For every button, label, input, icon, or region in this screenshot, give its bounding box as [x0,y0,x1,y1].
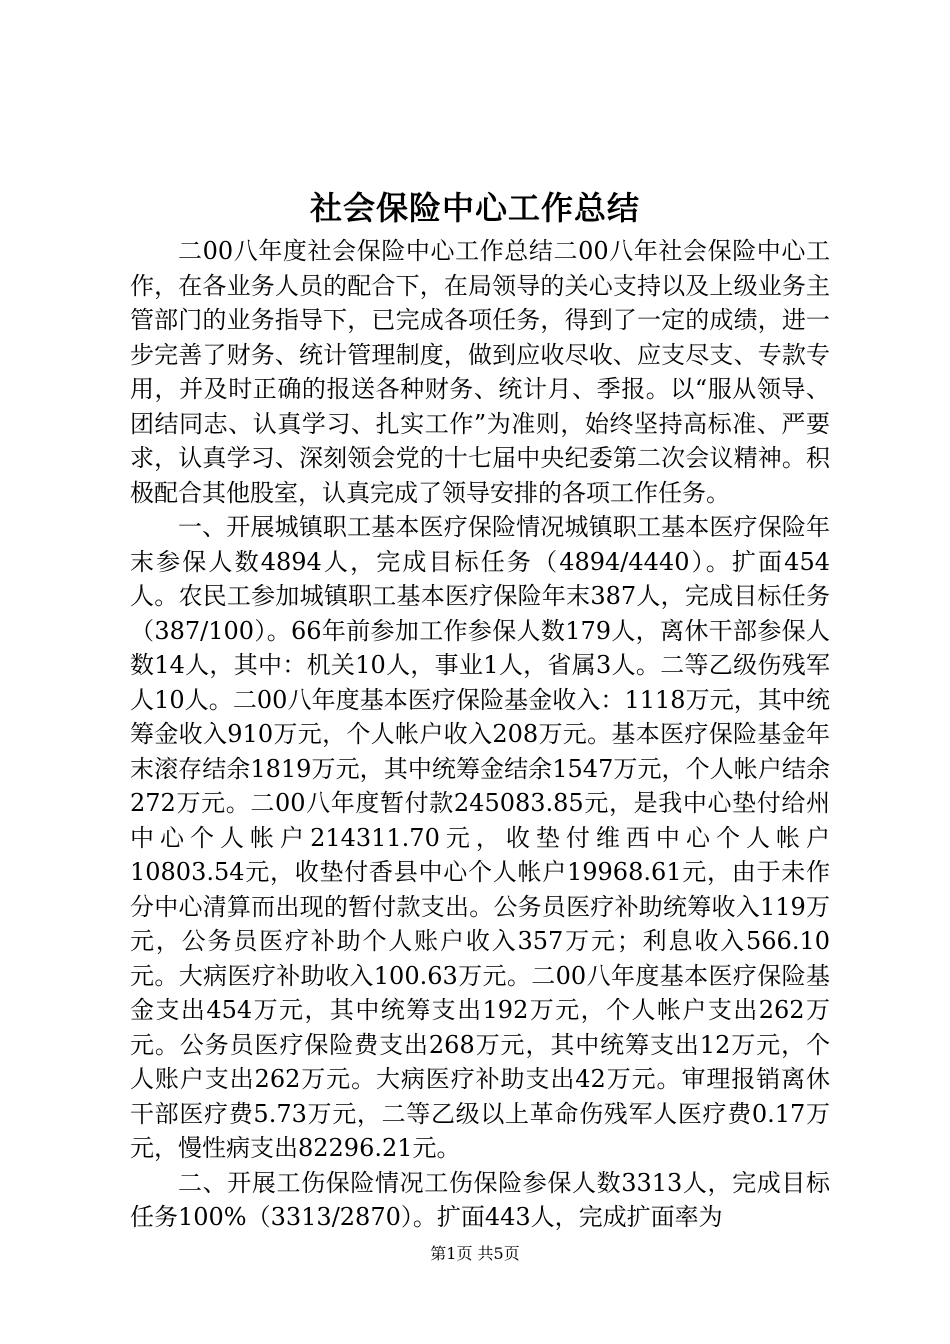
paragraph-injury-insurance: 二、开展工伤保险情况工伤保险参保人数3313人，完成目标任务100%（3313/2870）。扩面443人，完成扩面率为 [130,1168,830,1231]
document-body [130,234,830,1235]
paragraph-medical-insurance: 一、开展城镇职工基本医疗保险情况城镇职工基本医疗保险年末参保人数4894人，完成目标任务（4894/4440）。扩面454人。农民工参加城镇职工基本医疗保险年末387人，完成目标任务（387/100）。66年前参加工作参保人数179人，离休干部参保人数14人，其中：机关10人，事业1人，省属3人。二等乙级伤残军人10人。二00八年度基本医疗保险基金收入：1118万元，其中统筹金收入910万元，个人帐户收入208万元。基本医疗保险基金年末滚存结余1819万元，其中统筹金结余1547万元，个人帐户结余272万元。二00八年度暂付款245083.85元，是我中心垫付给州中心个人帐户214311.70元，收垫付维西中心个人帐户10803.54元，收垫付香县中心个人帐户19968.61元，由于未作分中心清算而出现的暂付款支出。公务员医疗补助统筹收入119万元，公务员医疗补助个人账户收入357万元；利息收入566.10元。大病医疗补助收入100.63万元。二00八年度基本医疗保险基金支出454万元，其中统筹支出192万元，个人帐户支出262万元。公务员医疗保险费支出268万元，其中统筹支出12万元，个人账户支出262万元。大病医疗补助支出42万元。审理报销离休干部医疗费5.73万元，二等乙级以上革命伤残军人医疗费0.17万元，慢性病支出82296.21元。 [130,513,830,1162]
page-footer: 第1页 共5页 [430,1244,520,1263]
document-title: 社会保险中心工作总结 [309,189,640,227]
paragraph-intro: 二00八年度社会保险中心工作总结二00八年社会保险中心工作，在各业务人员的配合下，在局领导的关心支持以及上级业务主管部门的业务指导下，已完成各项任务，得到了一定的成绩，进一步完善了财务、统计管理制度，做到应收尽收、应支尽支、专款专用，并及时正确的报送各种财务、统计月、季报。以“服从领导、团结同志、认真学习、扎实工作”为准则，始终坚持高标准、严要求，认真学习、深刻领会党的十七届中央纪委第二次会议精神。积极配合其他股室，认真完成了领导安排的各项工作任务。 [130,237,830,507]
